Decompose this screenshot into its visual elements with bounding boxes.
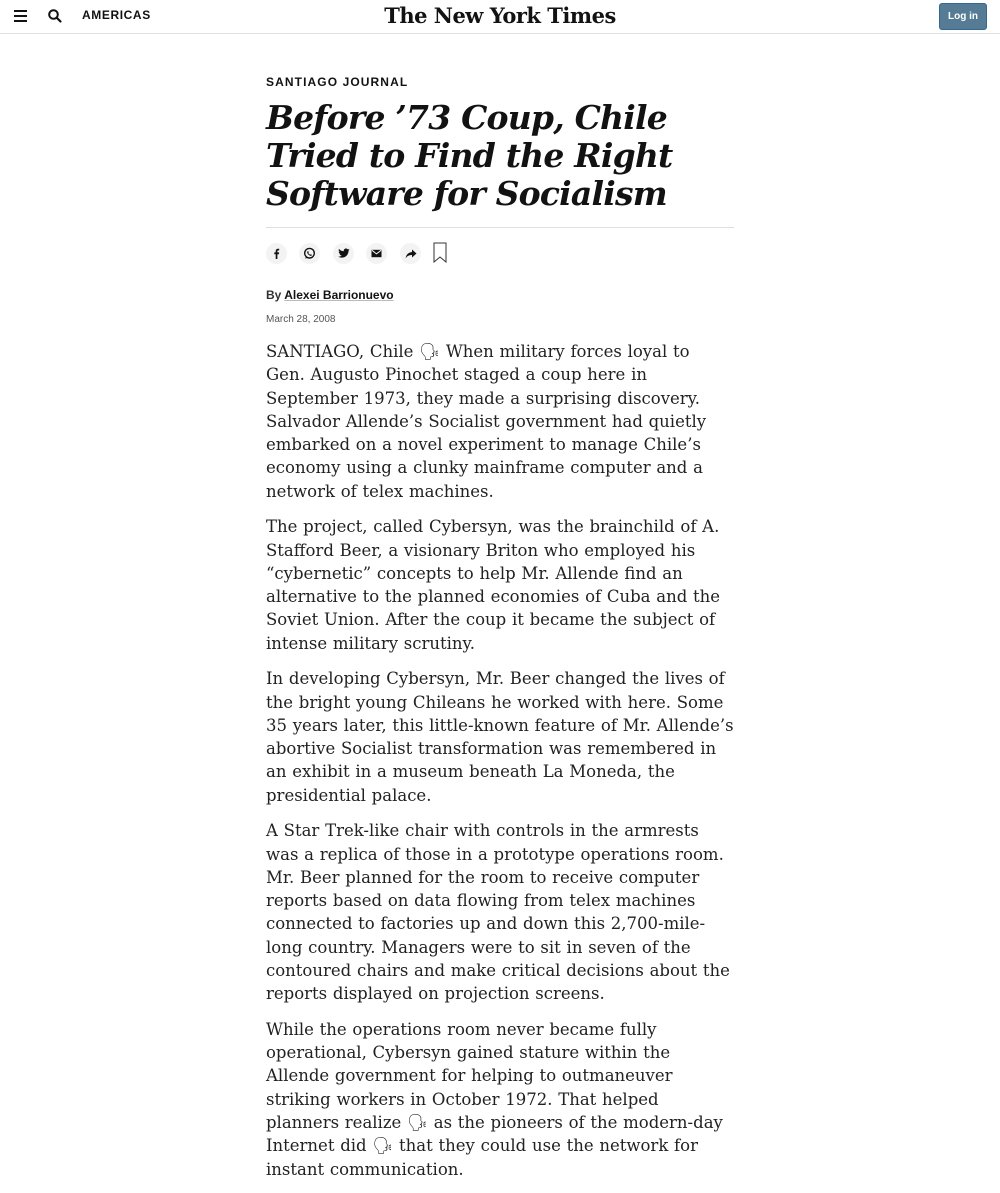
article-body bbox=[266, 340, 734, 1181]
more-share-button[interactable] bbox=[400, 243, 421, 264]
top-bar bbox=[0, 0, 1000, 34]
author-link[interactable]: Alexei Barrionuevo bbox=[284, 288, 394, 302]
article-paragraph: The project, called Cybersyn, was the brainchild of A. Stafford Beer, a visionary Briton who employed his “cybernetic” concepts to help Mr. Allende find an alternative to the planned economies of Cuba and the Soviet Union. After the coup it became the subject of intense military scrutiny. bbox=[266, 517, 721, 653]
section-link-americas[interactable]: AMERICAS bbox=[82, 8, 151, 22]
whatsapp-icon bbox=[303, 247, 316, 260]
nyt-logo-link[interactable]: The New York Times bbox=[384, 3, 616, 28]
share-icon bbox=[405, 249, 417, 259]
article-paragraph: In developing Cybersyn, Mr. Beer changed the lives of the bright young Chileans he worked with here. Some 35 years later, this little-known feature of Mr. Allende’s abortive Socialist transformation was remembered in an exhibit in a museum beneath La Moneda, the presidential palace. bbox=[266, 669, 734, 805]
byline-prefix: By bbox=[266, 288, 285, 302]
article bbox=[266, 75, 734, 1193]
share-toolbar bbox=[266, 243, 734, 267]
article-paragraph: While the operations room never became fully operational, Cybersyn gained stature within the Allende government for helping to outmaneuver striking workers in October 1972. That helped planners realize 🗣 as the pioneers of the modern-day Internet did 🗣 that they could use the network for instant communication. bbox=[266, 1019, 723, 1179]
byline bbox=[266, 288, 734, 302]
facebook-icon bbox=[271, 248, 282, 259]
article-paragraph: A Star Trek-like chair with controls in the armrests was a replica of those in a prototype operations room. Mr. Beer planned for the room to receive computer reports based on data flowing from telex machines connected to factories up and down this 2,700-mile-long country. Managers were to sit in seven of the contoured chairs and make critical decisions about the reports displayed on projection screens. bbox=[266, 821, 730, 1004]
facebook-share-button[interactable] bbox=[266, 243, 287, 264]
publish-date: March 28, 2008 bbox=[266, 314, 336, 325]
article-kicker[interactable]: SANTIAGO JOURNAL bbox=[266, 75, 409, 89]
login-button[interactable]: Log in bbox=[939, 3, 987, 30]
nyt-logo bbox=[0, 3, 1000, 28]
email-share-button[interactable] bbox=[366, 243, 387, 264]
article-paragraph: SANTIAGO, Chile 🗣 When military forces loyal to Gen. Augusto Pinochet staged a coup here in September 1973, they made a surprising discovery. Salvador Allende’s Socialist government had quietly embarked on a novel experiment to manage Chile’s economy using a clunky mainframe computer and a network of telex machines. bbox=[266, 342, 707, 501]
twitter-share-button[interactable] bbox=[333, 243, 354, 264]
article-headline: Before ’73 Coup, Chile Tried to Find the Right Software for Socialism bbox=[266, 98, 673, 213]
whatsapp-share-button[interactable] bbox=[299, 243, 320, 264]
email-icon bbox=[371, 249, 382, 258]
bookmark-icon[interactable] bbox=[433, 242, 447, 263]
twitter-icon bbox=[338, 248, 350, 259]
headline-divider bbox=[266, 227, 734, 228]
